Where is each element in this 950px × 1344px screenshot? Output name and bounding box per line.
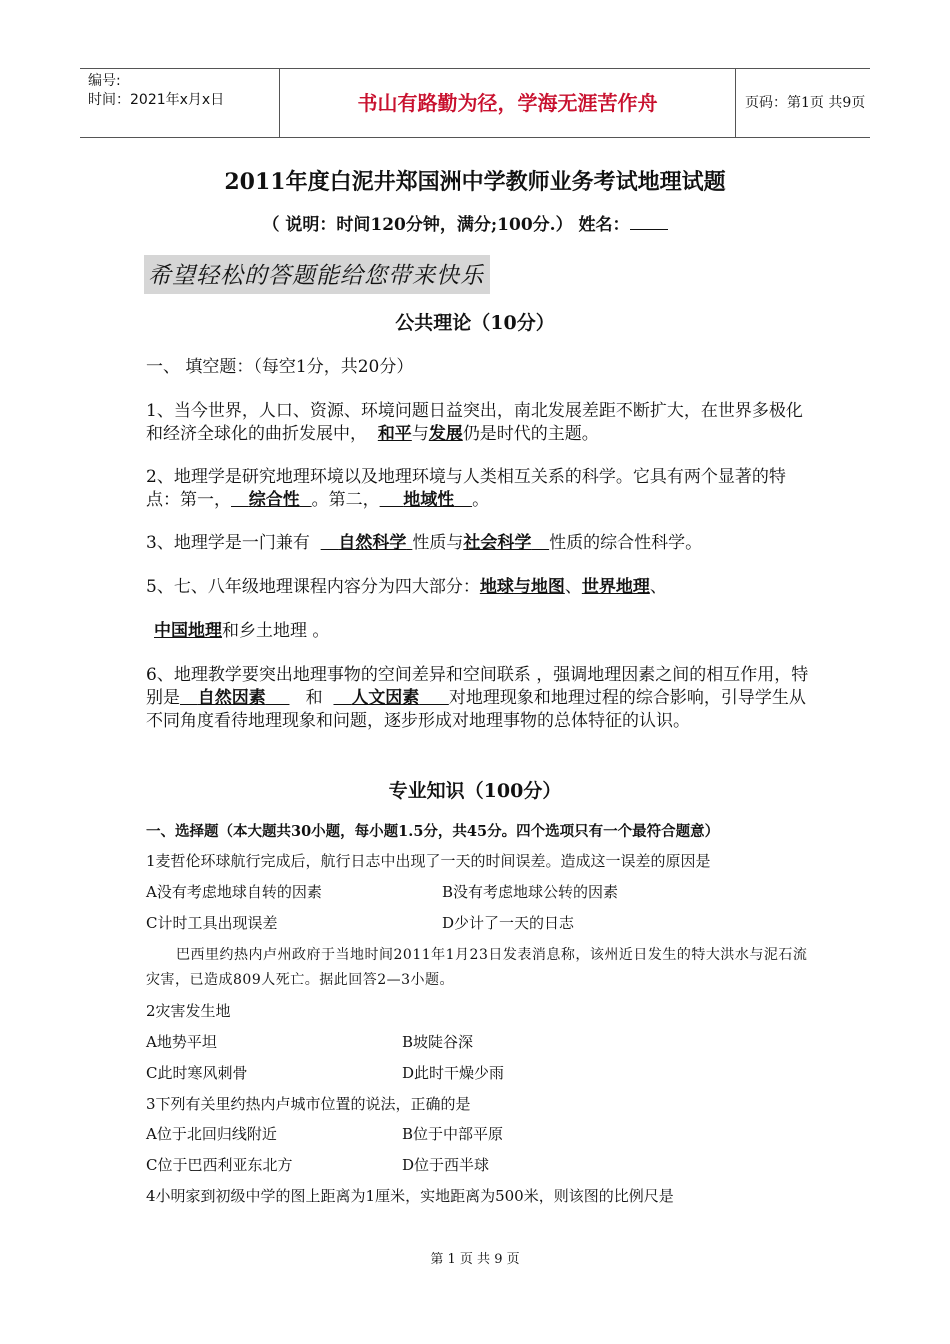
option-d: D少计了一天的日志 (442, 914, 575, 932)
question-6: 6、地理教学要突出地理事物的空间差异和空间联系 ，强调地理因素之间的相互作用，特别是 自然因素 和 人文因素 对地理现象和地理过程的综合影响，引导学生从不同角度看待地理现象和问题，逐步形成对地理事物的总体特征的认识。 (146, 665, 809, 731)
option-d: D位于西半球 (402, 1156, 490, 1174)
motto: 书山有路勤为径，学海无涯苦作舟 (280, 69, 736, 137)
question-3: 3、地理学是一门兼有 自然科学 性质与社会科学 性质的综合性科学。 (146, 533, 703, 553)
name-blank (630, 213, 668, 230)
option-c: C计时工具出现误差 (146, 914, 278, 932)
professional-heading: 专业知识（100分） (388, 780, 562, 802)
choice-q2: 2灾害发生地 (146, 1002, 231, 1020)
banner: 希望轻松的答题能给您带来快乐 (144, 255, 490, 294)
exam-title: 2011年度白泥井郑国洲中学教师业务考试地理试题 (224, 169, 726, 195)
choice-q1: 1麦哲伦环球航行完成后，航行日志中出现了一天的时间误差。造成这一误差的原因是 (146, 852, 711, 870)
option-a: A没有考虑地球自转的因素 (146, 883, 322, 901)
number-label: 编号: (88, 73, 121, 89)
document-header (80, 68, 870, 138)
fill-heading: 一、 填空题：（每空1分，共20分） (146, 357, 414, 377)
choice-heading: 一、选择题（本大题共30小题，每小题1.5分，共45分。四个选项只有一个最符合题意） (146, 823, 720, 840)
option-d: D此时干燥少雨 (402, 1064, 505, 1082)
option-b: B坡陡谷深 (402, 1033, 474, 1051)
question-1: 1、当今世界，人口、资源、环境问题日益突出，南北发展差距不断扩大，在世界多极化和经济全球化的曲折发展中， 和平与发展仍是时代的主题。 (146, 401, 803, 444)
option-b: B位于中部平原 (402, 1125, 504, 1143)
option-c: C此时寒风刺骨 (146, 1064, 248, 1082)
header-meta (80, 69, 280, 137)
option-b: B没有考虑地球公转的因素 (442, 883, 619, 901)
page-footer: 第 1 页 共 9 页 (430, 1252, 520, 1267)
option-a: A地势平坦 (146, 1033, 217, 1051)
choice-q3: 3下列有关里约热内卢城市位置的说法，正确的是 (146, 1095, 471, 1113)
exam-note (0, 210, 930, 235)
public-heading: 公共理论（10分） (395, 312, 555, 334)
question-2: 2、地理学是研究地理环境以及地理环境与人类相互关系的科学。它具有两个显著的特点：第一， 综合性 。第二， 地域性 。 (146, 467, 786, 510)
option-a: A位于北回归线附近 (146, 1125, 277, 1143)
page-label: 页码：第1页 共9页 (745, 95, 866, 111)
time-label: 时间：2021年x月x日 (88, 92, 225, 108)
note-text: （ 说明：时间120分钟，满分;100分.） 姓名： (262, 215, 630, 235)
question-5-cont: 中国地理和乡土地理 。 (154, 621, 330, 641)
question-5: 5、七、八年级地理课程内容分为四大部分：地球与地图、世界地理、 (146, 577, 667, 597)
choice-q4: 4小明家到初级中学的图上距离为1厘米，实地距离为500米，则该图的比例尺是 (146, 1187, 674, 1205)
passage: 巴西里约热内卢州政府于当地时间2011年1月23日发表消息称，该州近日发生的特大洪水与泥石流灾害，已造成809人死亡。据此回答2—3小题。 (146, 947, 808, 988)
option-c: C位于巴西利亚东北方 (146, 1156, 293, 1174)
